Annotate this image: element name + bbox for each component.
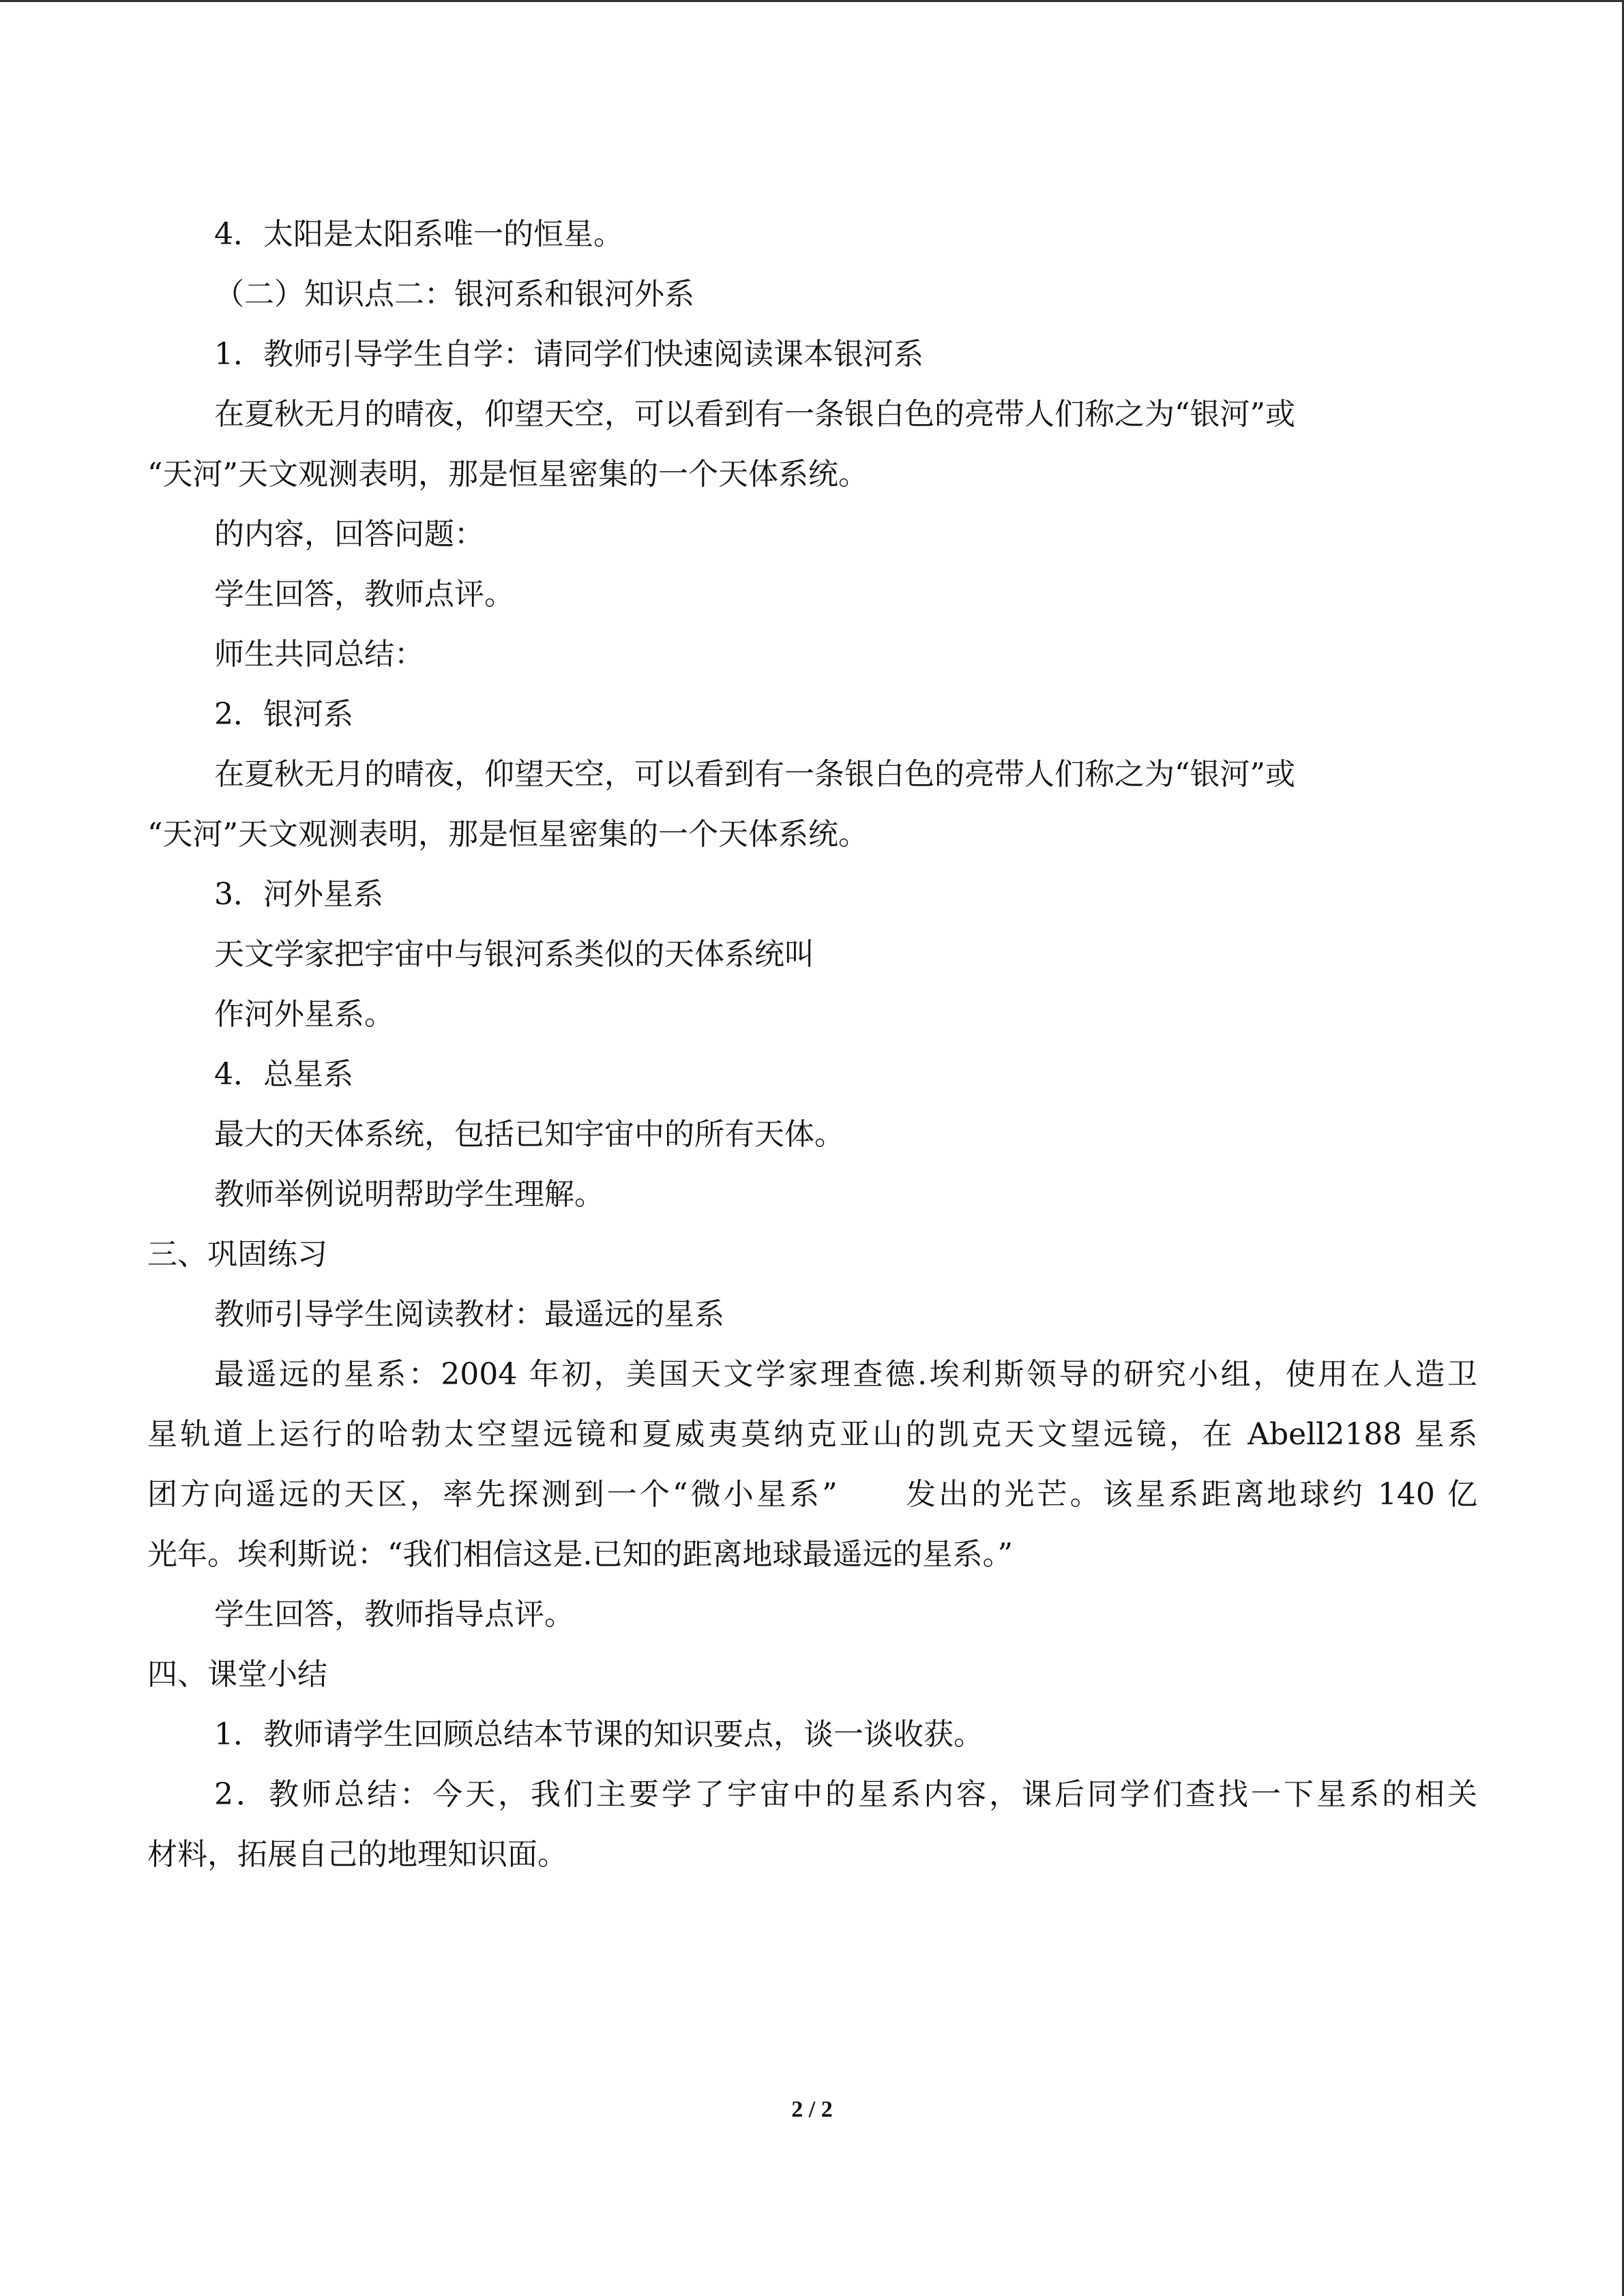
paragraph-line: 光年。埃利斯说：“我们相信这是.已知的距离地球最遥远的星系。” [147, 1537, 1013, 1572]
paragraph-line: 四、课堂小结 [147, 1657, 327, 1692]
paragraph-line: 师生共同总结： [214, 637, 424, 672]
paragraph-line: 在夏秋无月的晴夜，仰望天空，可以看到有一条银白色的亮带人们称之为“银河”或 [214, 397, 1295, 432]
paragraph-line: 教师引导学生阅读教材：最遥远的星系 [214, 1297, 724, 1332]
page-number: 2 / 2 [791, 2097, 833, 2122]
paragraph-line: 学生回答，教师指导点评。 [214, 1597, 574, 1632]
paragraph-line: “天河”天文观测表明，那是恒星密集的一个天体系统。 [147, 817, 868, 852]
document-body [147, 205, 1477, 1885]
paragraph-line: 1．教师引导学生自学：请同学们快速阅读课本银河系 [214, 337, 924, 372]
paragraph-line: 团方向遥远的天区，率先探测到一个“微小星系” 发出的光芒。该星系距离地球约 140 亿 [147, 1477, 1477, 1512]
paragraph-line: 材料，拓展自己的地理知识面。 [147, 1837, 567, 1872]
paragraph-line: 最遥远的星系：2004 年初，美国天文学家理查德.埃利斯领导的研究小组，使用在人造卫 [214, 1357, 1477, 1392]
paragraph-line: 天文学家把宇宙中与银河系类似的天体系统叫 [214, 937, 814, 972]
paragraph-line: 最大的天体系统，包括已知宇宙中的所有天体。 [214, 1117, 844, 1152]
paragraph-line: 在夏秋无月的晴夜，仰望天空，可以看到有一条银白色的亮带人们称之为“银河”或 [214, 757, 1295, 792]
paragraph-line: 2．银河系 [214, 697, 353, 732]
page-border-top [0, 0, 1624, 2]
paragraph-line: “天河”天文观测表明，那是恒星密集的一个天体系统。 [147, 457, 868, 492]
paragraph-line: 三、巩固练习 [147, 1237, 327, 1272]
paragraph-line: 学生回答，教师点评。 [214, 577, 514, 612]
paragraph-line: 4．太阳是太阳系唯一的恒星。 [214, 217, 623, 252]
paragraph-line: 1．教师请学生回顾总结本节课的知识要点，谈一谈收获。 [214, 1717, 984, 1752]
paragraph-line: 4．总星系 [214, 1057, 353, 1092]
paragraph-line: 教师举例说明帮助学生理解。 [214, 1177, 604, 1212]
paragraph-line: 的内容，回答问题： [214, 517, 484, 552]
paragraph-line: 星轨道上运行的哈勃太空望远镜和夏威夷莫纳克亚山的凯克天文望远镜，在 Abell2188 星系 [147, 1417, 1477, 1452]
paragraph-line: 作河外星系。 [214, 997, 394, 1032]
paragraph-line: （二）知识点二：银河系和银河外系 [214, 277, 694, 312]
paragraph-line: 2．教师总结：今天，我们主要学了宇宙中的星系内容，课后同学们查找一下星系的相关 [214, 1777, 1477, 1812]
paragraph-line: 3．河外星系 [214, 877, 383, 912]
